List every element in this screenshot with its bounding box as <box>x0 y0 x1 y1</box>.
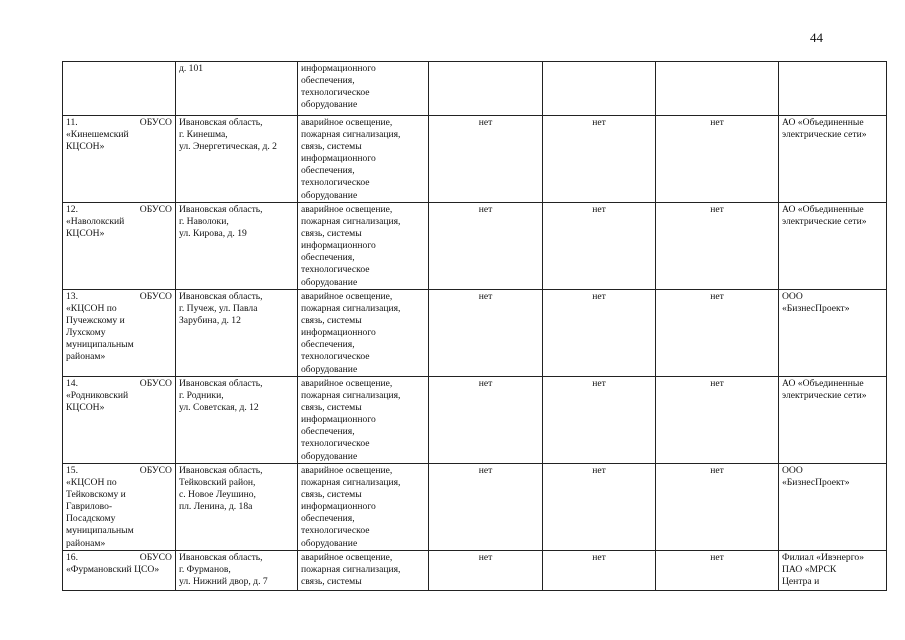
systems-line: технологическое <box>301 438 370 450</box>
systems-line: оборудование <box>301 363 358 375</box>
systems-line: обеспечения, <box>301 75 355 87</box>
systems-line: информационного <box>301 414 376 426</box>
org-name-cell <box>63 62 176 116</box>
org-name-cell <box>63 203 176 290</box>
row-number: 15. <box>66 465 78 476</box>
systems-line: оборудование <box>301 99 358 111</box>
col6-cell: нет <box>656 551 779 591</box>
col4-cell: нет <box>429 377 543 464</box>
systems-line: технологическое <box>301 351 370 363</box>
row-number: 12. <box>66 204 78 215</box>
col4-cell: нет <box>429 290 543 377</box>
org-type: ОБУСО <box>139 465 172 476</box>
systems-line: оборудование <box>301 276 358 288</box>
row-number: 16. <box>66 552 78 563</box>
org-type: ОБУСО <box>139 204 172 215</box>
systems-line: связь, системы <box>301 402 362 414</box>
org-name-line: Посадскому <box>66 513 116 525</box>
supplier-line: АО «Объединенные <box>782 117 864 128</box>
address-line: Тейковский район, <box>179 477 256 489</box>
col5-cell: нет <box>543 116 656 203</box>
col6-cell: нет <box>656 203 779 290</box>
systems-line: связь, системы <box>301 228 362 240</box>
address-line: ул. Нижний двор, д. 7 <box>179 576 268 588</box>
page-number: 44 <box>810 30 823 45</box>
supplier-line: ООО <box>782 291 803 302</box>
org-name-line: «Родниковский <box>66 390 129 402</box>
systems-line: информационного <box>301 501 376 513</box>
org-name-first-line <box>66 378 172 390</box>
col4-cell: нет <box>429 203 543 290</box>
org-name-line: Лухскому <box>66 327 106 339</box>
org-type: ОБУСО <box>139 117 172 128</box>
org-name-line: «Кинешемский <box>66 129 129 141</box>
address-line: Ивановская область, <box>179 291 263 302</box>
org-name-line: «Фурмановский ЦСО» <box>66 564 160 576</box>
supplier-cell <box>779 290 887 377</box>
systems-line: информационного <box>301 240 376 252</box>
table-row <box>63 551 887 591</box>
address-cell <box>176 551 298 591</box>
col4-cell: нет <box>429 464 543 551</box>
address-line: ул. Кирова, д. 19 <box>179 228 247 240</box>
address-line: ул. Советская, д. 12 <box>179 402 259 414</box>
row-number: 11. <box>66 117 78 128</box>
systems-cell <box>298 377 429 464</box>
systems-line: информационного <box>301 153 376 165</box>
org-name-cell <box>63 290 176 377</box>
org-name-line: КЦСОН» <box>66 402 105 414</box>
supplier-cell <box>779 551 887 591</box>
systems-line: технологическое <box>301 87 370 99</box>
systems-line: пожарная сигнализация, <box>301 303 401 315</box>
org-name-first-line <box>66 465 172 477</box>
table-row <box>63 203 887 290</box>
table-row <box>63 377 887 464</box>
systems-line: технологическое <box>301 264 370 276</box>
org-name-line: «Наволокский <box>66 216 125 228</box>
supplier-cell <box>779 116 887 203</box>
systems-cell <box>298 290 429 377</box>
systems-line: информационного <box>301 327 376 339</box>
org-type: ОБУСО <box>139 552 172 563</box>
address-line: г. Родники, <box>179 390 224 402</box>
address-line: д. 101 <box>179 63 204 74</box>
org-name-line: районам» <box>66 351 106 363</box>
org-name-line: муниципальным <box>66 339 134 351</box>
col4-cell: нет <box>429 116 543 203</box>
supplier-line: «БизнесПроект» <box>782 303 850 315</box>
org-name-line: Гаврилово- <box>66 501 113 513</box>
systems-line: обеспечения, <box>301 426 355 438</box>
address-cell <box>176 116 298 203</box>
systems-line: информационного <box>301 63 376 74</box>
supplier-line: АО «Объединенные <box>782 378 864 389</box>
systems-line: аварийное освещение, <box>301 465 393 476</box>
col5-cell: нет <box>543 464 656 551</box>
systems-line: оборудование <box>301 450 358 462</box>
address-line: г. Пучеж, ул. Павла <box>179 303 258 315</box>
col5-cell: нет <box>543 203 656 290</box>
address-line: г. Фурманов, <box>179 564 231 576</box>
org-name-first-line <box>66 552 172 564</box>
supplier-line: электрические сети» <box>782 129 867 141</box>
col5-cell: нет <box>543 551 656 591</box>
systems-line: связь, системы <box>301 141 362 153</box>
address-line: г. Кинешма, <box>179 129 228 141</box>
systems-cell <box>298 203 429 290</box>
org-name-first-line <box>66 117 172 129</box>
systems-line: аварийное освещение, <box>301 204 393 215</box>
col6-cell <box>656 62 779 116</box>
row-number: 13. <box>66 291 78 302</box>
address-cell <box>176 62 298 116</box>
supplier-line: ПАО «МРСК <box>782 564 837 576</box>
org-type: ОБУСО <box>139 378 172 389</box>
address-line: пл. Ленина, д. 18а <box>179 501 253 513</box>
address-line: Ивановская область, <box>179 117 263 128</box>
address-line: Ивановская область, <box>179 552 263 563</box>
systems-line: технологическое <box>301 177 370 189</box>
org-name-first-line <box>66 204 172 216</box>
row-number: 14. <box>66 378 78 389</box>
col6-cell: нет <box>656 116 779 203</box>
org-name-cell <box>63 551 176 591</box>
systems-line: обеспечения, <box>301 165 355 177</box>
supplier-line: «БизнесПроект» <box>782 477 850 489</box>
systems-line: обеспечения, <box>301 513 355 525</box>
supplier-cell <box>779 464 887 551</box>
org-type: ОБУСО <box>139 291 172 302</box>
col5-cell <box>543 62 656 116</box>
systems-line: обеспечения, <box>301 339 355 351</box>
supplier-line: АО «Объединенные <box>782 204 864 215</box>
systems-line: аварийное освещение, <box>301 378 393 389</box>
org-name-line: муниципальным <box>66 525 134 537</box>
col5-cell: нет <box>543 377 656 464</box>
address-line: Ивановская область, <box>179 465 263 476</box>
supplier-line: электрические сети» <box>782 216 867 228</box>
systems-line: оборудование <box>301 189 358 201</box>
systems-line: пожарная сигнализация, <box>301 216 401 228</box>
table-row <box>63 62 887 116</box>
systems-line: пожарная сигнализация, <box>301 564 401 576</box>
systems-line: пожарная сигнализация, <box>301 390 401 402</box>
systems-line: связь, системы <box>301 315 362 327</box>
address-line: с. Новое Леушино, <box>179 489 256 501</box>
org-name-cell <box>63 377 176 464</box>
org-name-line: «КЦСОН по <box>66 303 117 315</box>
data-table <box>62 61 887 591</box>
systems-line: аварийное освещение, <box>301 552 393 563</box>
systems-line: аварийное освещение, <box>301 291 393 302</box>
org-name-cell <box>63 116 176 203</box>
address-cell <box>176 464 298 551</box>
systems-line: оборудование <box>301 537 358 549</box>
org-name-cell <box>63 464 176 551</box>
org-name-line: КЦСОН» <box>66 228 105 240</box>
systems-line: пожарная сигнализация, <box>301 477 401 489</box>
org-name-line: КЦСОН» <box>66 141 105 153</box>
supplier-line: Филиал «Ивэнерго» <box>782 552 865 563</box>
org-name-line: Тейковскому и <box>66 489 126 501</box>
systems-line: пожарная сигнализация, <box>301 129 401 141</box>
org-name-line: Пучежскому и <box>66 315 125 327</box>
address-line: ул. Энергетическая, д. 2 <box>179 141 277 153</box>
supplier-cell <box>779 377 887 464</box>
col6-cell: нет <box>656 464 779 551</box>
col6-cell: нет <box>656 290 779 377</box>
supplier-line: ООО <box>782 465 803 476</box>
table-row <box>63 290 887 377</box>
address-line: Ивановская область, <box>179 378 263 389</box>
col4-cell <box>429 62 543 116</box>
table-body <box>63 62 887 591</box>
table-row <box>63 464 887 551</box>
org-name-line: «КЦСОН по <box>66 477 117 489</box>
address-cell <box>176 290 298 377</box>
systems-cell <box>298 116 429 203</box>
supplier-line: электрические сети» <box>782 390 867 402</box>
systems-line: связь, системы <box>301 576 362 588</box>
supplier-cell <box>779 203 887 290</box>
systems-cell <box>298 62 429 116</box>
org-name-first-line <box>66 291 172 303</box>
systems-cell <box>298 464 429 551</box>
col6-cell: нет <box>656 377 779 464</box>
systems-line: технологическое <box>301 525 370 537</box>
col4-cell: нет <box>429 551 543 591</box>
org-name-line: районам» <box>66 537 106 549</box>
supplier-line: Центра и <box>782 576 820 588</box>
address-cell <box>176 377 298 464</box>
systems-cell <box>298 551 429 591</box>
supplier-cell <box>779 62 887 116</box>
col5-cell: нет <box>543 290 656 377</box>
systems-line: связь, системы <box>301 489 362 501</box>
address-line: Зарубина, д. 12 <box>179 315 241 327</box>
systems-line: аварийное освещение, <box>301 117 393 128</box>
address-line: г. Наволоки, <box>179 216 229 228</box>
systems-line: обеспечения, <box>301 252 355 264</box>
address-cell <box>176 203 298 290</box>
table-row <box>63 116 887 203</box>
address-line: Ивановская область, <box>179 204 263 215</box>
